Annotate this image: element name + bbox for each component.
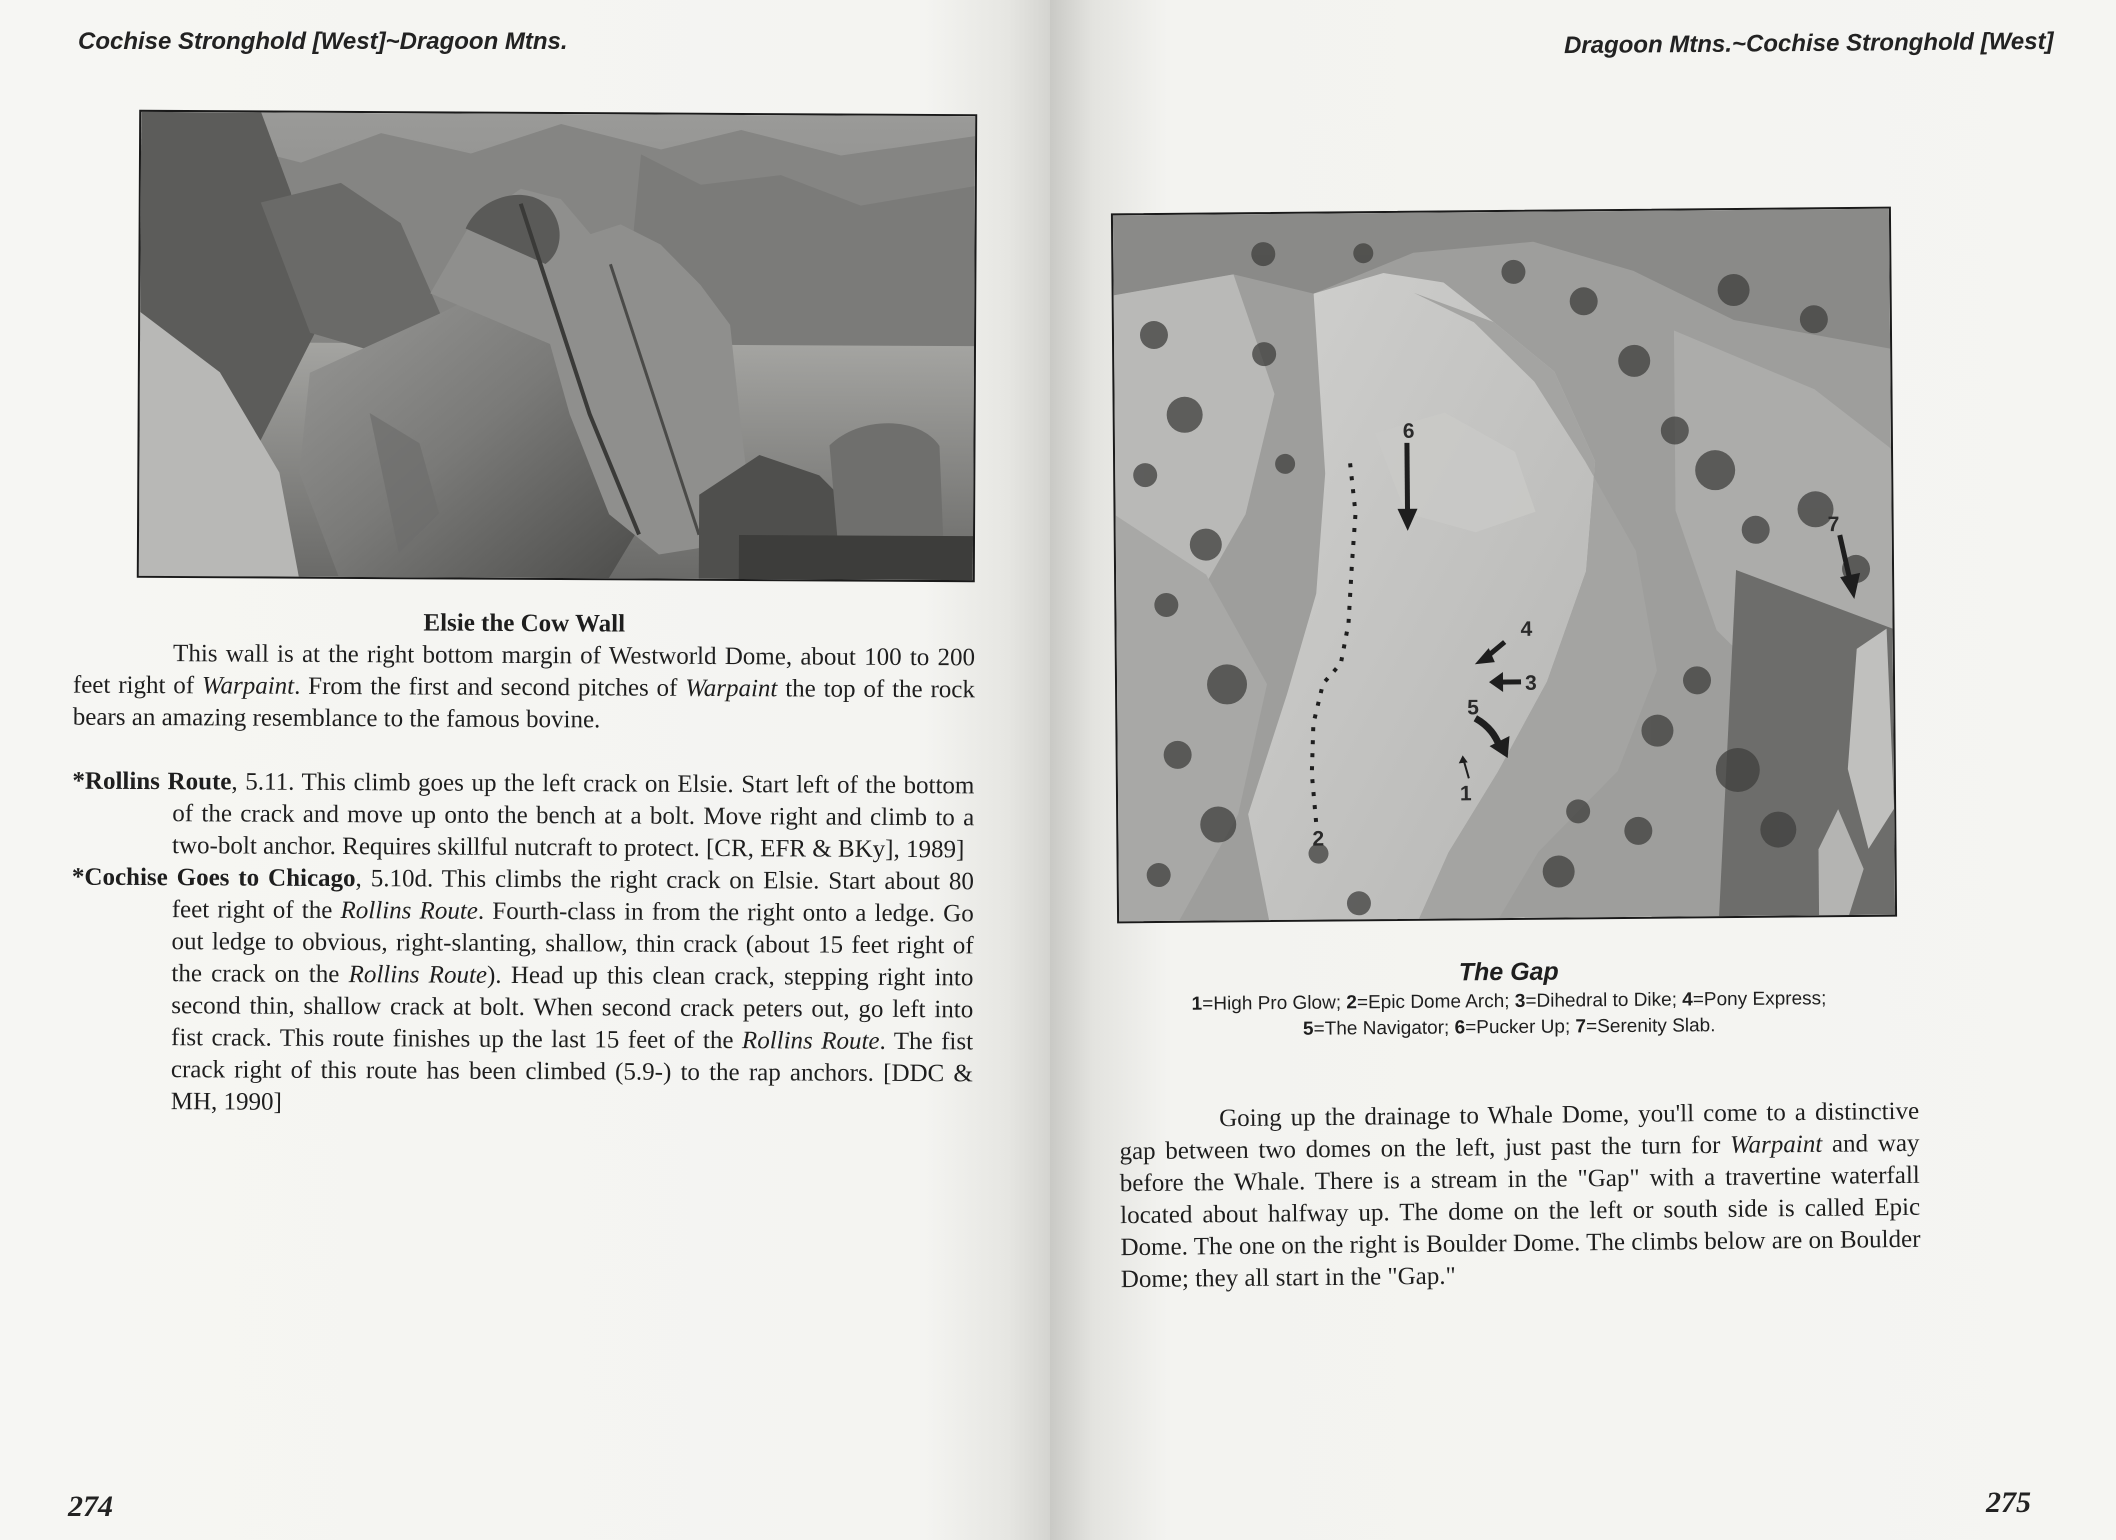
route-label-4: 4: [1520, 617, 1533, 641]
route-label-3: 3: [1524, 671, 1537, 695]
right-page-text: [1119, 1096, 1921, 1296]
left-page-text: [71, 606, 976, 1123]
gap-photo-art: [1113, 209, 1895, 922]
route-label-2: 2: [1312, 827, 1325, 851]
intro-paragraph: This wall is at the right bottom margin of Westworld Dome, about 100 to 200 feet right of Warpaint. From the first and second pitches of Warpaint the top of the rock bears an amazing resemblance to the famous bovine.: [72, 640, 976, 734]
route-label-7: 7: [1827, 513, 1840, 537]
caption-legend-line1: 1=High Pro Glow; 2=Epic Dome Arch; 3=Dihedral to Dike; 4=Pony Express;: [1191, 988, 1827, 1015]
elsie-cow-wall-photo: [137, 110, 977, 582]
route-label-5: 5: [1467, 696, 1480, 720]
page-number-left: 274: [68, 1490, 113, 1523]
route-name: *Cochise Goes to Chicago: [71, 863, 356, 893]
route-name: *Rollins Route: [72, 767, 232, 796]
the-gap-photo: [1111, 207, 1897, 924]
elsie-photo-art: [139, 112, 975, 580]
route-label-6: 6: [1402, 419, 1415, 443]
left-page: [0, 0, 1050, 1540]
caption-title: The Gap: [1458, 957, 1559, 987]
gap-caption: [1114, 955, 1905, 1045]
gap-paragraph: Going up the drainage to Whale Dome, you'll come to a distinctive gap between two domes on the left, just past the turn for Warpaint and way before the Whale. There is a stream in the "Gap" with a travertine waterfall located about halfway up. The dome on the left or south side is called Epic Dome. The one on the right is Boulder Dome. The climbs below are on Boulder Dome; they all start in the "Gap.": [1119, 1097, 1921, 1294]
caption-legend-line2: 5=The Navigator; 6=Pucker Up; 7=Serenity Slab.: [1302, 1015, 1716, 1040]
route-cochise-goes-to-chicago: *Cochise Goes to Chicago, 5.10d. This climbs the right crack on Elsie. Start about 80 feet right of the Rollins Route. Fourth-class in from the right onto a ledge. Go out ledge to obvious, right-slanting, shallow, thin crack (about 15 feet right of the crack on the Rollins Route). Head up this clean crack, stepping right into second thin, shallow crack at bolt. When second crack peters out, go left into fist crack. This route finishes up the last 15 feet of the Rollins Route. The fist crack right of this route has been climbed (5.9-) to the rap anchors. [DDC & MH, 1990]: [71, 863, 974, 1116]
running-head-left: Cochise Stronghold [West]~Dragoon Mtns.: [78, 28, 568, 55]
running-head-right: Dragoon Mtns.~Cochise Stronghold [West]: [1564, 27, 2055, 60]
section-title: Elsie the Cow Wall: [423, 609, 626, 638]
route-label-1: 1: [1459, 782, 1472, 806]
route-rollins: *Rollins Route, 5.11. This climb goes up the left crack on Elsie. Start left of the bottom of the crack and move up onto the bench at a bolt. Move right and climb to a two-bolt anchor. Requires skillful nutcraft to protect. [CR, EFR & BKy], 1989]: [72, 767, 975, 864]
page-number-right: 275: [1986, 1486, 2031, 1519]
